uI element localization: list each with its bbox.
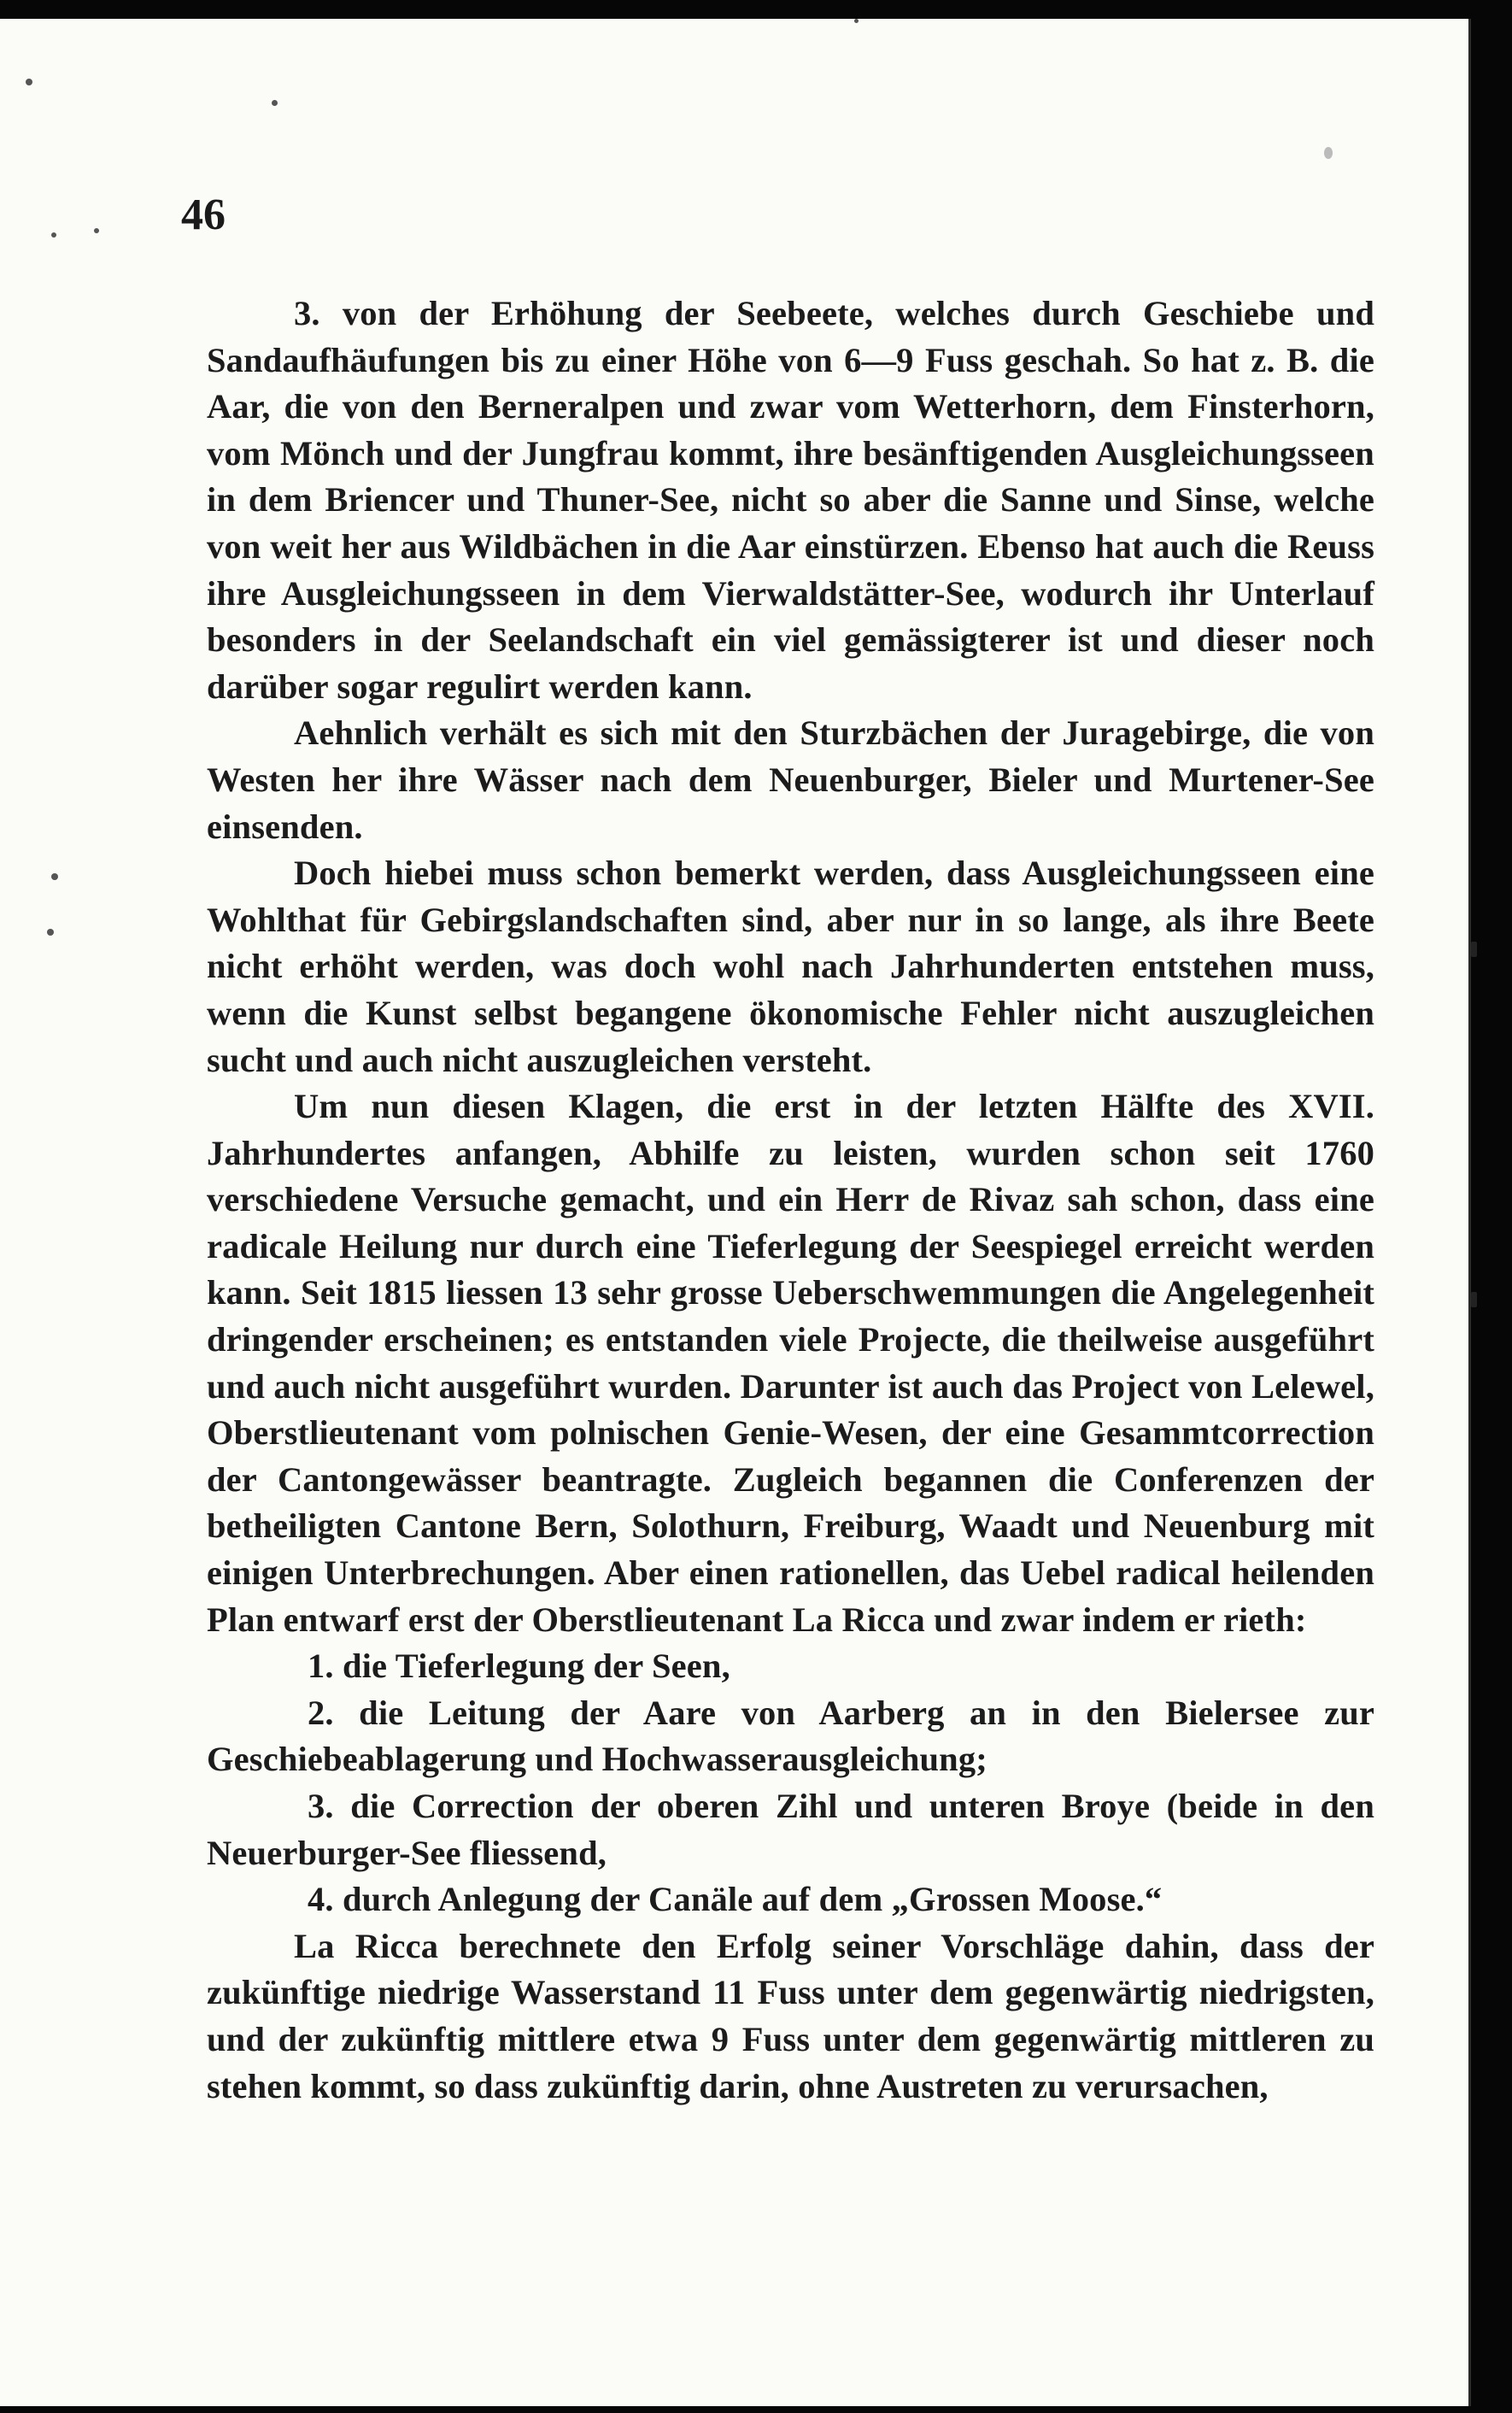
scan-speck (94, 228, 99, 233)
paragraph: Um nun diesen Klagen, die erst in der letzten Hälfte des XVII. Jahrhundertes anfangen, Abhilfe zu leisten, wurden schon seit 1760 verschiedene Versuche gemacht, und ein Herr de Rivaz sah schon, dass eine radicale Heilung nur durch eine Tieferlegung der Seespiegel erreicht werden kann. Seit 1815 liessen 13 sehr grosse Ueberschwemmungen die Angelegenheit dringender erscheinen; es entstanden viele Projecte, die theilweise ausgeführt und auch nicht ausgeführt wurden. Darunter ist auch das Project von Lelewel, Oberstlieutenant vom polnischen Genie-Wesen, der eine Gesammtcorrection der Cantongewässer beantragte. Zugleich begannen die Conferenzen der betheiligten Cantone Bern, Solothurn, Freiburg, Waadt und Neuenburg mit einigen Unterbrechungen. Aber einen rationellen, das Uebel radical heilenden Plan entwarf erst der Oberstlieutenant La Ricca und zwar indem er rieth: (207, 1087, 1374, 1639)
list-item: 2. die Leitung der Aare von Aarberg an in den Bielersee zur Geschiebeablagerung und Hochwasserausgleichung; (207, 1693, 1374, 1779)
page-number: 46 (181, 191, 226, 239)
paragraph: 3. von der Erhöhung der Seebeete, welches durch Geschiebe und Sandaufhäufungen bis zu einer Höhe von 6—9 Fuss geschah. So hat z. B. die Aar, die von den Berneralpen und zwar vom Wetterhorn, dem Finsterhorn, vom Mönch und der Jungfrau kommt, ihre besänftigenden Ausgleichungsseen in dem Briencer und Thuner-See, nicht so aber die Sanne und Sinse, welche von weit her aus Wildbächen in die Aar einstürzen. Ebenso hat auch die Reuss ihre Ausgleichungsseen in dem Vierwaldstätter-See, wodurch ihr Unterlauf besonders in der Seelandschaft ein viel gemässigterer ist und dieser noch darüber sogar regulirt werden kann. (207, 294, 1374, 706)
scan-speck (1471, 942, 1477, 957)
closing-paragraph: La Ricca berechnete den Erfolg seiner Vorschläge dahin, dass der zukünftige niedrige Wasserstand 11 Fuss unter dem gegenwärtig niedrigsten, und der zukünftig mittlere etwa 9 Fuss unter dem gegenwärtig mittleren zu stehen kommt, so dass zukünftig darin, ohne Austreten zu verursachen, (207, 1926, 1374, 2105)
scan-speck (1471, 1292, 1477, 1307)
list-item: 3. die Correction der oberen Zihl und unteren Broye (beide in den Neuerburger-See fliessend, (207, 1787, 1374, 1872)
paragraph: Doch hiebei muss schon bemerkt werden, dass Ausgleichungsseen eine Wohlthat für Gebirgslandschaften sind, aber nur in so lange, als ihre Beete nicht erhöht werden, was doch wohl nach Jahrhunderten entstehen muss, wenn die Kunst selbst begangene ökonomische Fehler nicht auszugleichen sucht und auch nicht auszugleichen versteht. (207, 854, 1374, 1079)
scan-speck (1324, 147, 1333, 159)
scan-speck (51, 873, 58, 880)
book-page (0, 19, 1471, 2406)
list-item: 1. die Tieferlegung der Seen, (308, 1647, 730, 1686)
scan-speck (26, 79, 32, 85)
body-text (207, 291, 1374, 2110)
paragraph: Aehnlich verhält es sich mit den Sturzbächen der Juragebirge, die von Westen her ihre Wässer nach dem Neuenburger, Bieler und Murtener-See einsenden. (207, 713, 1374, 846)
scan-speck (854, 19, 859, 23)
scan-speck (272, 100, 278, 106)
scan-speck (51, 232, 56, 238)
scan-speck (47, 929, 54, 936)
list-item: 4. durch Anlegung der Canäle auf dem „Grossen Moose.“ (308, 1880, 1163, 1919)
